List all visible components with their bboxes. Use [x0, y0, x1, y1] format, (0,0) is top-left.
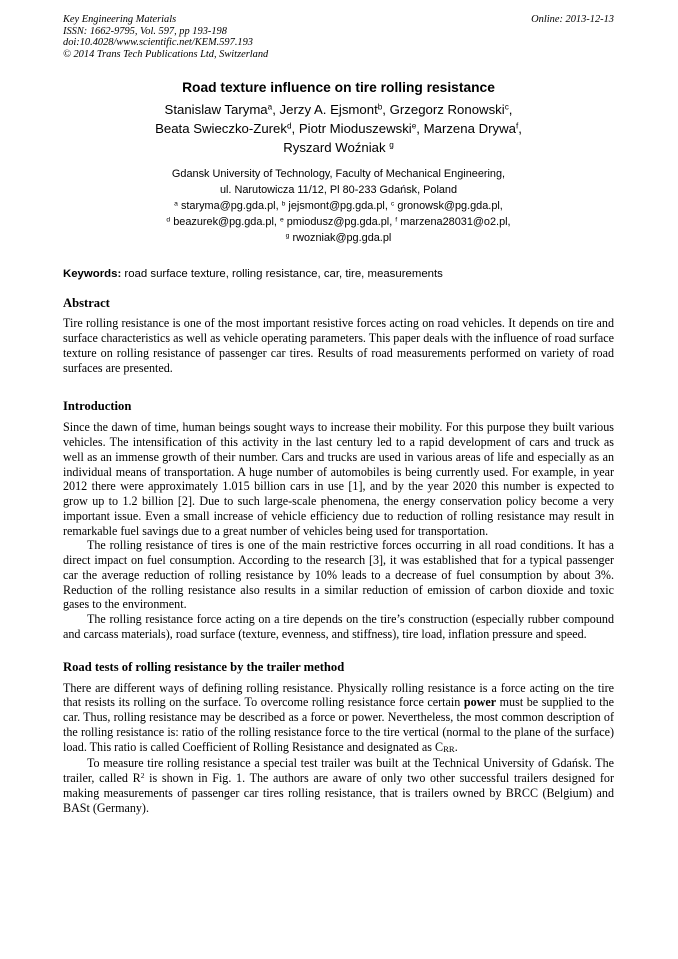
- keywords-label: Keywords:: [63, 268, 122, 281]
- author: Jerzy A. Ejsmont$^b$,: [279, 102, 390, 118]
- affiliation-block: [63, 166, 614, 246]
- journal-doi: doi:10.4028/www.scientific.net/KEM.597.193: [63, 37, 253, 49]
- road-tests-heading: Road tests of rolling resistance by the trailer method: [63, 659, 345, 674]
- author-email: $^f$ marzena28031@o2.pl,: [395, 216, 511, 229]
- author-email: $^d$ beazurek@pg.gda.pl,: [166, 216, 280, 229]
- journal-issn: ISSN: 1662-9795, Vol. 597, pp 193-198: [63, 25, 227, 37]
- author: Stanislaw Taryma$^a$,: [164, 102, 280, 118]
- journal-copyright: © 2014 Trans Tech Publications Ltd, Switzerland: [63, 48, 269, 60]
- journal-name: Key Engineering Materials: [63, 14, 177, 25]
- author-email: $^c$ gronowsk@pg.gda.pl,: [390, 200, 503, 213]
- author-email: $^b$ jejsmont@pg.gda.pl,: [281, 200, 391, 213]
- author: Ryszard Woźniak $^g$: [283, 140, 394, 156]
- paragraph: There are different ways of defining rolling resistance. Physically rolling resistance is a force acting on the tire that resists its rolling on the surface. To overcome rolling resistance force certain power must be supplied to the car. Thus, rolling resistance may be described as a force or power. Nevertheless, the most common description of the rolling resistance is: ratio of the rolling resistance force to the tire vertical (normal to the plane of the surface) load. This ratio is called Coefficient of Rolling Resistance and designated as CRR.: [63, 680, 614, 754]
- paragraph: Since the dawn of time, human beings sought ways to increase their mobility. For this purpose they built various vehicles. The intensification of this activity in the last century led to a rapid development of cars and truck as well as an immense growth of their number. Cars and trucks are used in various areas of life and especially as an individual means of transportation. A huge number of automobiles is being currently used. For example, in year 2012 there were approximately 1.015 billion cars in use [1], and by the year 2020 this number is expected to grow up to 1.2 billion [2]. Due to such large-scale phenomena, the energy conservation policy become a very important issue. Even a small increase of vehicle efficiency due to reduction of rolling resistance may result in remarkable fuel savings due to a great number of vehicles being used for transportation.: [63, 420, 614, 538]
- affiliation-address: ul. Narutowicza 11/12, Pl 80-233 Gdańsk, Poland: [219, 184, 458, 197]
- paper-page: [63, 14, 614, 815]
- keywords-text: road surface texture, rolling resistance, car, tire, measurements: [124, 268, 443, 281]
- paragraph: The rolling resistance force acting on a tire depends on the tire’s construction (especially rubber compound and carcass materials), road surface (texture, evenness, and stiffness), tire load, inflation pressure and speed.: [63, 612, 614, 641]
- author: Beata Swieczko-Zurek$^d$,: [155, 121, 299, 137]
- keywords: [63, 267, 614, 281]
- abstract-text: Tire rolling resistance is one of the most important resistive forces acting on road vehicles. It depends on tire and surface characteristics as well as vehicle operating parameters. This paper deals with the influence of road surface texture on rolling resistance of passenger car tires. Results of road measurements performed on variety of road surfaces are presented.: [63, 316, 614, 375]
- author: Piotr Mioduszewski$^e$,: [298, 121, 424, 137]
- author-list: [63, 100, 614, 157]
- online-date: Online: 2013-12-13: [531, 14, 614, 25]
- abstract-section: [63, 296, 614, 375]
- paragraph: The rolling resistance of tires is one of the main restrictive forces occurring in all road conditions. It has a direct impact on fuel consumption. According to the research [3], it was established that for a typical passenger car the average reduction of rolling resistance by 10% leads to a decrease of fuel consumption by about 3%. Reduction of the rolling resistance also results in a similar reduction of emission of carbon dioxide and toxic gases to the environment.: [63, 538, 614, 612]
- journal-header: [63, 14, 614, 60]
- email-line: [63, 230, 614, 246]
- email-line: [63, 198, 614, 214]
- author: Grzegorz Ronowski$^c$,: [389, 102, 513, 118]
- email-line: [63, 214, 614, 230]
- road-tests-section: [63, 660, 614, 816]
- author-email: $^e$ pmiodusz@pg.gda.pl,: [279, 216, 396, 229]
- author-email: $^a$ staryma@pg.gda.pl,: [174, 200, 282, 213]
- paper-title: Road texture influence on tire rolling resistance: [182, 80, 495, 96]
- introduction-heading: Introduction: [63, 399, 132, 414]
- introduction-section: [63, 399, 614, 641]
- affiliation-line: Gdansk University of Technology, Faculty of Mechanical Engineering,: [171, 168, 506, 181]
- paragraph: To measure tire rolling resistance a special test trailer was built at the Technical University of Gdańsk. The trailer, called $R^2$ is shown in Fig. 1. The authors are aware of only two other successful trailers designed for making measurements of passenger car tires rolling resistance, that is trailers owned by BRCC (Belgium) and BASt (Germany).: [63, 756, 614, 815]
- author-email: $^g$ rwozniak@pg.gda.pl: [285, 232, 392, 245]
- author: Marzena Drywa$^f$,: [423, 121, 522, 137]
- abstract-heading: Abstract: [63, 296, 110, 311]
